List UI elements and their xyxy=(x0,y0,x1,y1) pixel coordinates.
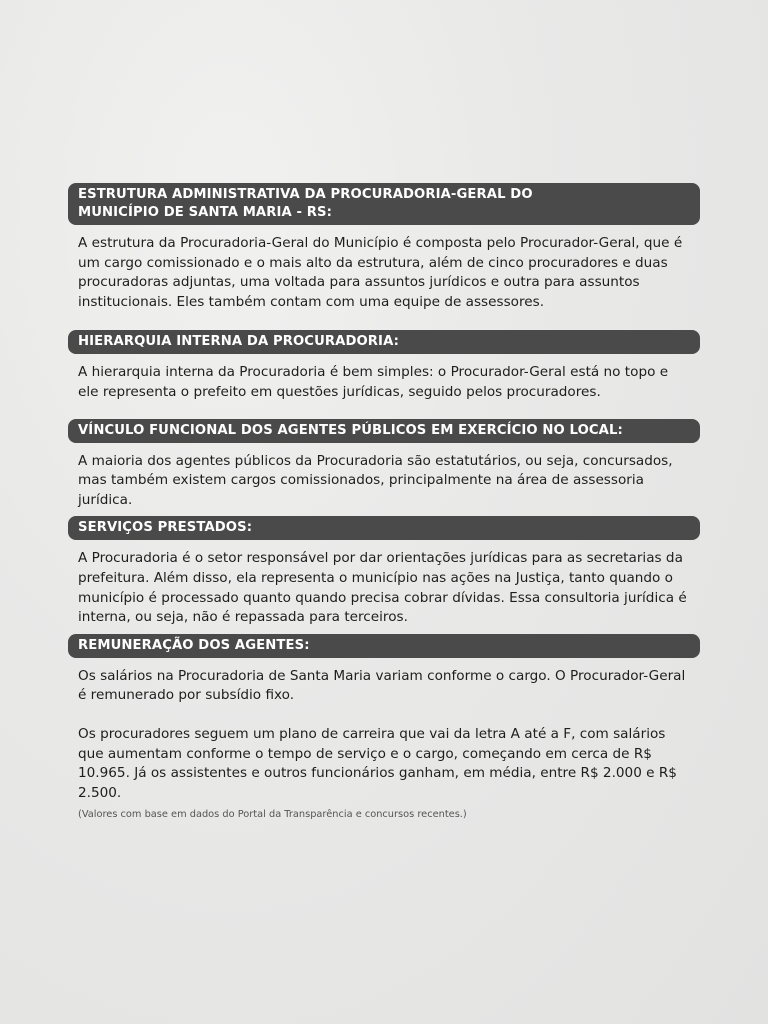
section-remuneracao xyxy=(68,634,700,821)
section-header xyxy=(68,330,700,354)
paragraph: A hierarquia interna da Procuradoria é bem simples: o Procurador-Geral está no topo e ele representa o prefeito em questões jurídicas, seguido pelos procuradores. xyxy=(78,364,669,400)
section-body xyxy=(68,540,700,627)
section-servicos xyxy=(68,516,700,627)
section-title-line: SERVIÇOS PRESTADOS: xyxy=(78,520,253,536)
paragraph: Os salários na Procuradoria de Santa Maria variam conforme o cargo. O Procurador-Geral é remunerado por subsídio fixo. xyxy=(78,667,686,704)
section-vinculo xyxy=(68,419,700,511)
section-header xyxy=(68,419,700,443)
paragraph: A estrutura da Procuradoria-Geral do Município é composta pelo Procurador-Geral, que é um cargo comissionado e o mais alto da estrutura, além de cinco procuradores e duas procuradoras adjuntas, uma voltada para assuntos jurídicos e outra para assuntos institucionais. Eles também contam com uma equipe de assessores. xyxy=(78,235,683,310)
section-title-line: REMUNERAÇÃO DOS AGENTES: xyxy=(78,637,310,653)
section-estrutura xyxy=(68,183,700,312)
section-header xyxy=(68,516,700,540)
section-hierarquia xyxy=(68,330,700,402)
section-header xyxy=(68,183,700,225)
section-header xyxy=(68,634,700,658)
document-content xyxy=(68,183,700,820)
footnote: (Valores com base em dados do Portal da Transparência e concursos recentes.) xyxy=(78,809,467,821)
section-body xyxy=(68,225,700,312)
paragraph: A maioria dos agentes públicos da Procuradoria são estatutários, ou seja, concursados, mas também existem cargos comissionados, principalmente na área de assessoria jurídica. xyxy=(78,452,673,508)
section-body xyxy=(68,443,700,511)
section-body xyxy=(68,658,700,804)
section-title-line: HIERARQUIA INTERNA DA PROCURADORIA: xyxy=(78,334,399,350)
paragraph: Os procuradores seguem um plano de carreira que vai da letra A até a F, com salários que aumentam conforme o tempo de serviço e o cargo, começando em cerca de R$ 10.965. Já os assistentes e outros funcionários ganham, em média, entre R$ 2.000 e R$ 2.500. xyxy=(78,725,677,801)
section-title-line: MUNICÍPIO DE SANTA MARIA - RS: xyxy=(78,205,332,220)
paragraph: A Procuradoria é o setor responsável por dar orientações jurídicas para as secretarias da prefeitura. Além disso, ela representa o município nas ações na Justiça, tanto quando o município é processado quanto quando precisa cobrar dívidas. Essa consultoria jurídica é interna, ou seja, não é repassada para terceiros. xyxy=(78,550,687,626)
section-body xyxy=(68,354,700,402)
section-title-line: VÍNCULO FUNCIONAL DOS AGENTES PÚBLICOS EM EXERCÍCIO NO LOCAL: xyxy=(78,422,623,438)
section-title-line: ESTRUTURA ADMINISTRATIVA DA PROCURADORIA-GERAL DO xyxy=(78,187,533,202)
